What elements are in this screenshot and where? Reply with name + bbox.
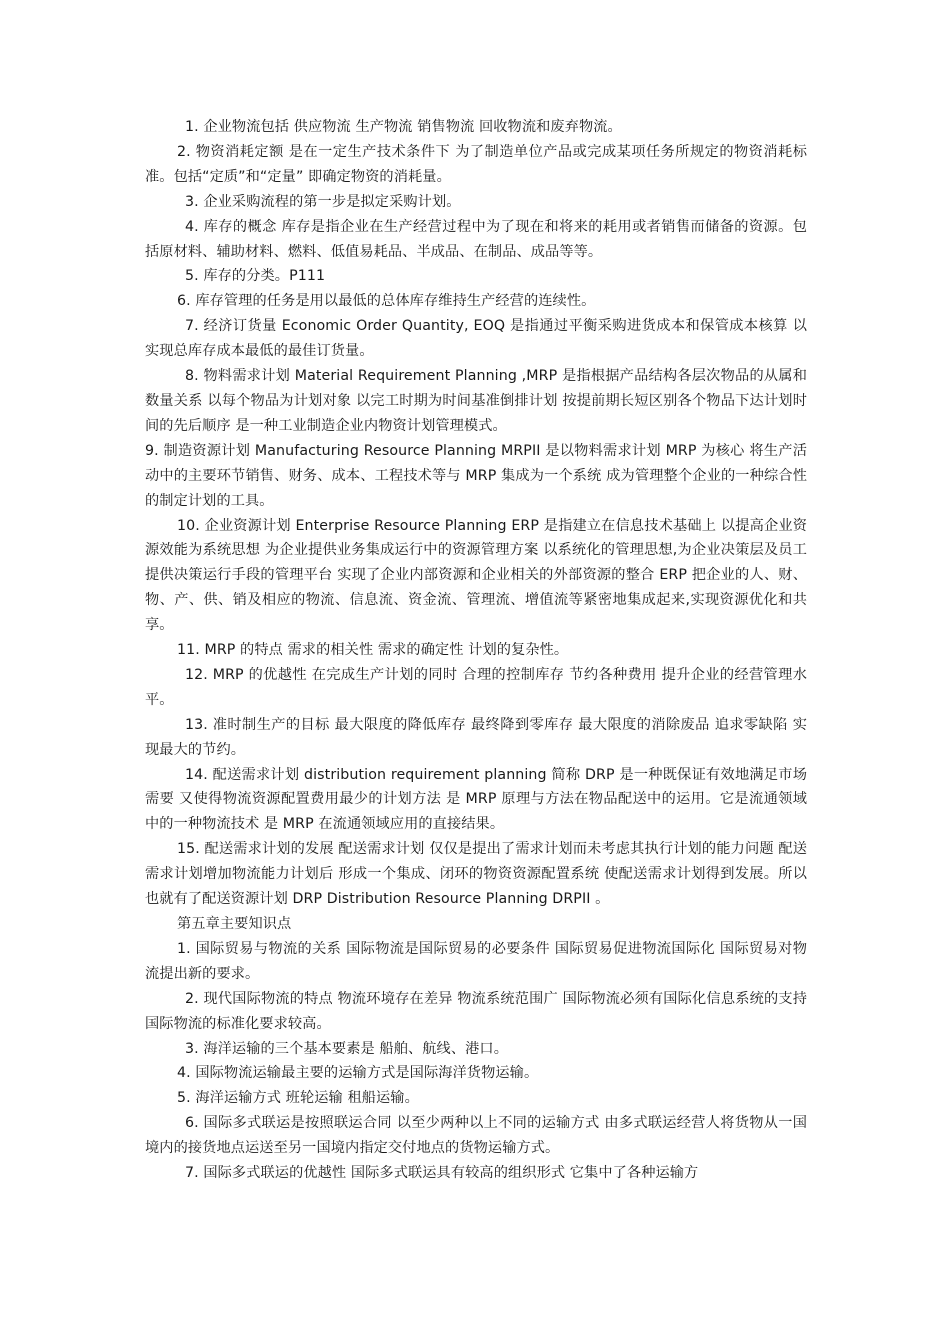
paragraph-10: 10. 企业资源计划 Enterprise Resource Planning ERP 是指建立在信息技术基础上 以提高企业资源效能为系统思想 为企业提供业务集成运行中的资源管理方案 以系统化的管理思想,为企业决策层及员工提供决策运行手段的管理平台 实现了企业内部资源和企业相关的外部资源的整合 ERP 把企业的人、财、物、产、供、销及相应的物流、信息流、资金流、管理流、增值流等紧密地集成起来,实现资源优化和共享。 — [145, 517, 807, 634]
paragraph-1: 1. 企业物流包括 供应物流 生产物流 销售物流 回收物流和废弃物流。 — [185, 119, 622, 135]
paragraph-4: 4. 库存的概念 库存是指企业在生产经营过程中为了现在和将来的耗用或者销售而储备的资源。包括原材料、辅助材料、燃料、低值易耗品、半成品、在制品、成品等等。 — [145, 218, 807, 260]
paragraph-11: 11. MRP 的特点 需求的相关性 需求的确定性 计划的复杂性。 — [177, 642, 569, 659]
paragraph-5: 5. 库存的分类。P111 — [185, 268, 326, 285]
ch5-paragraph-7: 7. 国际多式联运的优越性 国际多式联运具有较高的组织形式 它集中了各种运输方 — [185, 1165, 699, 1182]
ch5-paragraph-3: 3. 海洋运输的三个基本要素是 船舶、航线、港口。 — [185, 1040, 508, 1057]
paragraph-14: 14. 配送需求计划 distribution requirement planning 简称 DRP 是一种既保证有效地满足市场需要 又使得物流资源配置费用最少的计划方法 是 MRP 原理与方法在物品配送中的运用。它是流通领域中的一种物流技术 是 MRP 在流通领域应用的直接结果。 — [145, 766, 807, 833]
ch5-paragraph-4: 4. 国际物流运输最主要的运输方式是国际海洋货物运输。 — [177, 1065, 539, 1082]
paragraph-15: 15. 配送需求计划的发展 配送需求计划 仅仅是提出了需求计划而未考虑其执行计划的能力问题 配送需求计划增加物流能力计划后 形成一个集成、闭环的物资资源配置系统 使配送需求计划得到发展。所以也就有了配送资源计划 DRP Distribution Resource Planning DRPII 。 — [145, 841, 807, 908]
paragraph-12: 12. MRP 的优越性 在完成生产计划的同时 合理的控制库存 节约各种费用 提升企业的经营管理水平。 — [145, 666, 807, 708]
paragraph-9: 9. 制造资源计划 Manufacturing Resource Planning MRPII 是以物料需求计划 MRP 为核心 将生产活动中的主要环节销售、财务、成本、工程技术等与 MRP 集成为一个系统 成为管理整个企业的一种综合性的制定计划的工具。 — [145, 442, 807, 509]
paragraph-6: 6. 库存管理的任务是用以最低的总体库存维持生产经营的连续性。 — [177, 293, 596, 310]
paragraph-8: 8. 物料需求计划 Material Requirement Planning ,MRP 是指根据产品结构各层次物品的从属和数量关系 以每个物品为计划对象 以完工时期为时间基准倒排计划 按提前期长短区别各个物品下达计划时间的先后顺序 是一种工业制造企业内物资计划管理模式。 — [145, 368, 807, 434]
paragraph-2: 2. 物资消耗定额 是在一定生产技术条件下 为了制造单位产品或完成某项任务所规定的物资消耗标准。包括“定质”和“定量” 即确定物资的消耗量。 — [145, 143, 807, 185]
paragraph-7: 7. 经济订货量 Economic Order Quantity, EOQ 是指通过平衡采购进货成本和保管成本核算 以实现总库存成本最低的最佳订货量。 — [145, 318, 807, 360]
ch5-paragraph-1: 1. 国际贸易与物流的关系 国际物流是国际贸易的必要条件 国际贸易促进物流国际化 国际贸易对物流提出新的要求。 — [145, 940, 807, 982]
ch5-paragraph-2: 2. 现代国际物流的特点 物流环境存在差异 物流系统范围广 国际物流必须有国际化信息系统的支持 国际物流的标准化要求较高。 — [145, 990, 807, 1032]
chapter-heading: 第五章主要知识点 — [177, 916, 292, 932]
ch5-paragraph-5: 5. 海洋运输方式 班轮运输 租船运输。 — [177, 1090, 419, 1107]
ch5-paragraph-6: 6. 国际多式联运是按照联运合同 以至少两种以上不同的运输方式 由多式联运经营人将货物从一国境内的接货地点运送至另一国境内指定交付地点的货物运输方式。 — [145, 1115, 807, 1157]
paragraph-13: 13. 准时制生产的目标 最大限度的降低库存 最终降到零库存 最大限度的消除废品 追求零缺陷 实现最大的节约。 — [145, 716, 807, 758]
document-body — [145, 115, 807, 1186]
paragraph-3: 3. 企业采购流程的第一步是拟定采购计划。 — [185, 193, 461, 210]
